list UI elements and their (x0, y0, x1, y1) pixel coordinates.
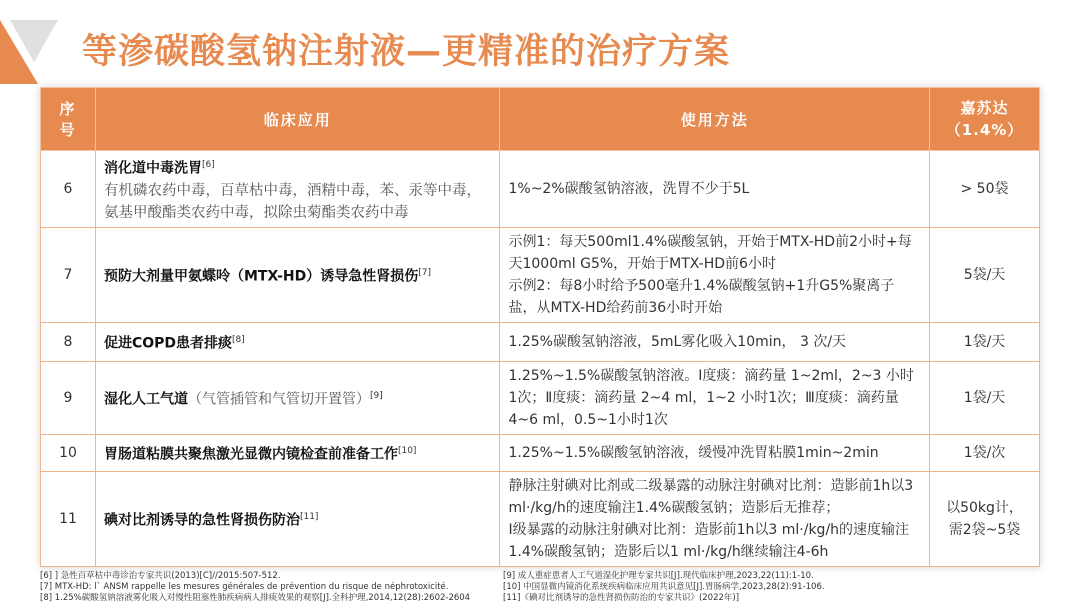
clinical-title: 碘对比剂诱导的急性肾损伤防治 (103, 512, 300, 529)
table-row (41, 471, 1040, 566)
clinical-cell (95, 151, 500, 228)
reference: [10] (397, 445, 417, 456)
reference: [6] (201, 160, 215, 170)
method-line: 1.25%~1.5%碳酸氢钠溶液，缓慢冲洗胃粘膜1min~2min (508, 444, 879, 461)
clinical-title: 胃肠道粘膜共聚焦激光显微内镜检查前准备工作 (103, 446, 398, 463)
clinical-title: 湿化人工气道 (103, 391, 188, 408)
method-cell (500, 227, 930, 322)
reference: [9] (369, 390, 383, 401)
footnotes-left (40, 571, 470, 604)
method-line: Ⅰ级暴露的动脉注射碘对比剂：造影前1h以3 ml·/kg/h的速度输注1.4%碳酸氢钠；造影后以1 ml·/kg/h继续输注4-6h (508, 521, 910, 560)
clinical-cell (95, 361, 500, 434)
table-row (41, 227, 1040, 322)
footnote: [8] 1.25%碳酸氢钠溶液雾化吸入对慢性阻塞性肺疾病病人排痰效果的观察[J].全科护理,2014,12(28):2602-2604 (40, 593, 471, 603)
row-number: 7 (41, 227, 96, 322)
qty-line: 1袋/天 (963, 333, 1006, 350)
method-cell (500, 361, 930, 434)
row-number: 8 (41, 322, 96, 361)
qty-line: 以50kg计， (946, 499, 1023, 516)
method-cell (500, 151, 930, 228)
qty-line: 需2袋~5袋 (948, 521, 1021, 538)
clinical-title: 促进COPD患者排痰 (103, 335, 233, 352)
clinical-cell (95, 227, 500, 322)
method-line: 示例1：每天500ml1.4%碳酸氢钠，开始于MTX-HD前2小时+每天1000ml G5%，开始于MTX-HD前6小时 (508, 233, 912, 272)
clinical-cell (95, 471, 500, 566)
header-seq-line: 号 (59, 121, 77, 139)
qty-line: > 50袋 (960, 180, 1009, 197)
table-row (41, 151, 1040, 228)
clinical-desc: 有机磷农药中毒，百草枯中毒，酒精中毒，苯、汞等中毒，氨基甲酸酯类农药中毒，拟除虫菊酯类农药中毒 (103, 182, 481, 221)
table-header (41, 88, 1040, 151)
header-clinical: 临床应用 (95, 88, 500, 151)
footnote: [10] 中国显微内镜消化系统疾病临床应用共识意见[J].胃肠病学,2023,28(2):91-106. (503, 582, 825, 592)
clinical-subtitle: （气管插管和气管切开置管） (187, 391, 370, 408)
method-line: 1.25%~1.5%碳酸氢钠溶液。Ⅰ度痰：滴药量 1~2ml，2~3 小时 1次；Ⅱ度痰：滴药量 2~4 ml，1~2 小时1次；Ⅲ度痰：滴药量 4~6 ml，0.5~1小时1次 (508, 367, 914, 428)
method-line: 1.25%碳酸氢钠溶液，5mL雾化吸入10min， 3 次/天 (508, 333, 847, 350)
qty-cell (930, 361, 1040, 434)
clinical-cell (95, 434, 500, 471)
footnote: [9] 成人重症患者人工气道湿化护理专家共识[J].现代临床护理,2023,22(11):1-10. (503, 571, 814, 581)
clinical-title: 消化道中毒洗胃 (103, 160, 202, 177)
table-row (41, 361, 1040, 434)
method-cell (500, 322, 930, 361)
row-number: 6 (41, 151, 96, 228)
method-cell (500, 434, 930, 471)
row-number: 11 (41, 471, 96, 566)
reference: [7] (418, 267, 431, 278)
qty-cell (930, 434, 1040, 471)
page-title: 等渗碳酸氢钠注射液—更精准的治疗方案 (82, 32, 731, 72)
qty-cell (930, 322, 1040, 361)
treatment-table (40, 87, 1040, 567)
header-qty-label: 嘉苏达（1.4%） (945, 99, 1024, 139)
header-qty (930, 88, 1040, 151)
footnote: [7] MTX-HD: l` ANSM rappelle les mesures générales de prévention du risque de néphrotoxicité. (40, 582, 449, 592)
method-line: 静脉注射碘对比剂或二级暴露的动脉注射碘对比剂：造影前1h以3 ml·/kg/h的速度输注1.4%碳酸氢钠；造影后无推荐； (508, 477, 914, 516)
qty-line: 1袋/天 (963, 389, 1006, 406)
clinical-cell (95, 322, 500, 361)
row-number: 9 (41, 361, 96, 434)
header-method: 使用方法 (500, 88, 930, 151)
method-line: 示例2：每8小时给予500毫升1.4%碳酸氢钠+1升G5%聚离子盐，从MTX-HD给药前36小时开始 (508, 277, 895, 316)
row-number: 10 (41, 434, 96, 471)
qty-line: 5袋/天 (963, 266, 1006, 283)
qty-cell (930, 471, 1040, 566)
qty-cell (930, 227, 1040, 322)
footnote: [6] ] 急性百草枯中毒诊治专家共识(2013)[C]//2015:507-512. (40, 571, 281, 581)
footnote: [11]《碘对比剂诱导的急性肾损伤防治的专家共识》(2022年)] (503, 593, 740, 603)
header-seq (41, 88, 96, 151)
header-seq-line: 序 (59, 100, 77, 118)
qty-cell (930, 151, 1040, 228)
method-line: 1%~2%碳酸氢钠溶液，洗胃不少于5L (508, 180, 750, 197)
table-row (41, 434, 1040, 471)
qty-line: 1袋/次 (963, 444, 1006, 461)
reference: [8] (232, 334, 245, 345)
method-cell (500, 471, 930, 566)
clinical-title: 预防大剂量甲氨蝶呤（MTX-HD）诱导急性肾损伤 (103, 268, 419, 285)
reference: [11] (299, 511, 319, 522)
footnotes-right (503, 571, 825, 604)
table-row (41, 322, 1040, 361)
